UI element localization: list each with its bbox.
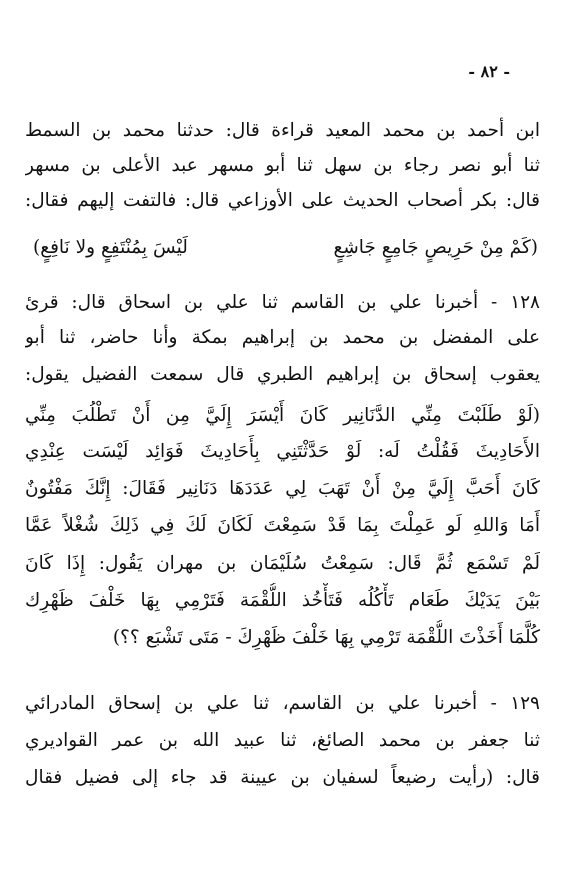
hadith-128-line: بَيْنَ يَدَيْكَ طَعَام تَأْكُلُه فَتَأْخُذ اللُّقْمَة فَتَرْمِي بِهَا خَلْفَ ظَهْرِك [25, 590, 540, 611]
hadith-128-line: يعقوب إسحاق بن إبراهيم الطبري قال سمعت الفضيل يقول: [25, 364, 540, 385]
text-line: ثنا أبو نصر رجاء بن سهل ثنا أبو مسهر عبد الأعلى بن مسهر [25, 155, 540, 176]
verse-first-hemistich: (كَمْ مِنْ حَرِيصٍ جَامِعٍ جَاشِعٍ [333, 237, 538, 258]
hadith-128-line: على المفضل بن محمد بن إبراهيم بمكة وأنا حاضر، ثنا أبو [25, 327, 540, 348]
hadith-129-line: ثنا جعفر بن محمد الصائغ، ثنا عبيد الله بن عمر القواديري [25, 730, 540, 751]
hadith-128-line: كَانَ أَحَبَّ إِلَيَّ مِنْ أَنْ تَهَبَ لِي عَدَدَهَا دَنَانِير فَقَالَ: إِنَّكَ مَفْتُونٌ [25, 478, 540, 499]
poetry-verse [33, 230, 538, 266]
hadith-128-line: أَمَا وَاللهِ لَو عَمِلْتَ بِمَا قَدْ سَمِعْتَ لَكَانَ لَكَ فِي ذَلِكَ شُغْلاً عَمَّا [25, 515, 540, 536]
hadith-128-line: الأَحَادِيثَ فَقُلْتُ لَه: لَوْ حَدَّثْتَنِي بِأَحَادِيثَ فَوَائِد لَيْسَت عِنْدِي [25, 441, 540, 462]
text-line: ابن أحمد بن محمد المعيد قراءة قال: حدثنا محمد بن السمط [25, 120, 540, 141]
hadith-128-line: لَمْ تَسْمَع ثُمَّ قَال: سَمِعْتُ سُلَيْمَان بن مهران يَقُول: إِذَا كَانَ [25, 553, 540, 574]
hadith-129-line: ١٢٩ - أخبرنا علي بن القاسم، ثنا علي بن إسحاق المادرائي [25, 693, 540, 714]
hadith-129-line: قال: (رأيت رضيعاً لسفيان بن عيينة قد جاء إلى فضيل فقال [25, 767, 540, 788]
hadith-128-line: (لَوْ طَلَبْتَ مِنِّي الدَّنَانِير كَانَ أَيْسَرَ إِلَيَّ مِن أَنْ تَطْلُبَ مِنِّي [25, 405, 540, 426]
verse-second-hemistich: لَيْسَ بِمُنْتَفِعٍ ولا نَافِعٍ) [33, 237, 188, 258]
page-number: - ٨٢ - [468, 62, 510, 81]
hadith-128-line: كُلَّمَا أَخَذْتَ اللُّقْمَة تَرْمِي بِهَا خَلْفَ ظَهْرِكَ - مَتَى تَشْبَع ؟؟) [112, 627, 540, 648]
text-line: قال: بكر أصحاب الحديث على الأوزاعي قال: فالتفت إليهم فقال: [25, 190, 540, 211]
hadith-128-line: ١٢٨ - أخبرنا علي بن القاسم ثنا علي بن اسحاق قال: قرئ [25, 292, 540, 313]
